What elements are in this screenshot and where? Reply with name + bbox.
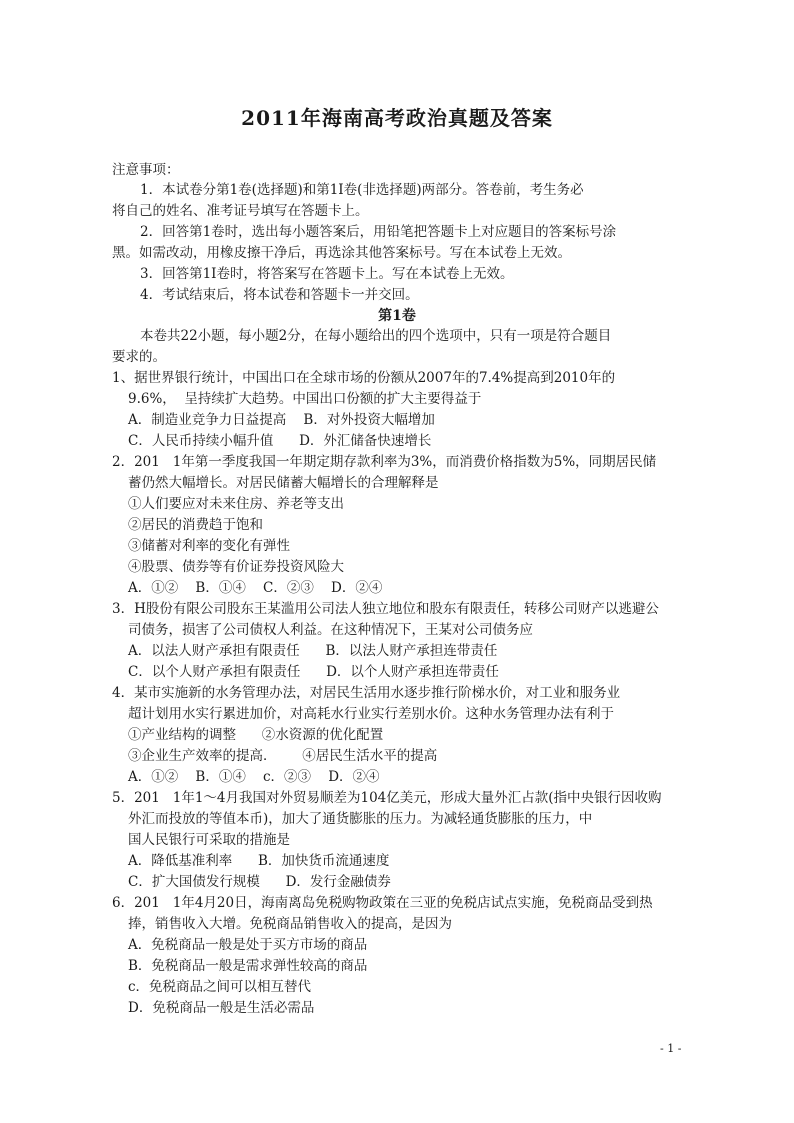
section-intro-line: 要求的。 <box>112 349 166 365</box>
question-5-stem: 国人民银行可采取的措施是 <box>128 832 290 848</box>
note-line: 2．回答第1卷时，选出每小题答案后，用铅笔把答题卡上对应题目的答案标号涂 <box>140 224 617 240</box>
question-2-stem: 2．201 1年第一季度我国一年期定期存款利率为3%，而消费价格指数为5%，同期居民储 <box>112 454 657 470</box>
question-3-stem: 司债务，损害了公司债权人利益。在这种情况下，王某对公司债务应 <box>128 622 533 638</box>
note-line: 4．考试结束后，将本试卷和答题卡一并交回。 <box>140 287 419 303</box>
question-6-option: A．免税商品一般是处于买方市场的商品 <box>128 937 368 953</box>
question-1-option: A．制造业竞争力日益提高 B．对外投资大幅增加 <box>128 412 435 428</box>
question-4-statement: ①产业结构的调整 ②水资源的优化配置 <box>128 727 384 743</box>
question-4-stem: 超计划用水实行累进加价，对高耗水行业实行差别水价。这种水务管理办法有利于 <box>128 706 614 722</box>
question-2-option: A．①② B．①④ C．②③ D．②④ <box>128 580 383 596</box>
question-2-stem: 蓄仍然大幅增长。对居民储蓄大幅增长的合理解释是 <box>128 475 439 491</box>
note-line: 将自己的姓名、准考证号填写在答题卡上。 <box>112 203 369 219</box>
question-2-statement: ④股票、债券等有价证券投资风险大 <box>128 559 344 575</box>
notes-heading: 注意事项： <box>112 162 180 178</box>
question-1-stem: 1、据世界银行统计，中国出口在全球市场的份额从2007年的7.4%提高到2010年的 <box>112 370 616 386</box>
question-4-option: A．①② B．①④ c．②③ D．②④ <box>128 769 380 785</box>
question-6-option: c．免税商品之间可以相互替代 <box>128 979 312 995</box>
section-title: 第1卷 <box>378 308 416 324</box>
question-1-option: C．人民币持续小幅升值 D．外汇储备快速增长 <box>128 433 432 449</box>
question-3-stem: 3．H股份有限公司股东王某滥用公司法人独立地位和股东有限责任，转移公司财产以逃避公 <box>112 601 659 617</box>
note-line: 1．本试卷分第1卷(选择题)和第1I卷(非选择题)两部分。答卷前，考生务必 <box>140 182 584 198</box>
question-2-statement: ②居民的消费趋于饱和 <box>128 517 263 533</box>
document-title: 2011年海南高考政治真题及答案 <box>241 106 553 130</box>
question-5-stem: 外汇而投放的等值本币)，加大了通货膨胀的压力。为减轻通货膨胀的压力，中 <box>128 811 593 827</box>
question-3-option: A．以法人财产承担有限责任 B．以法人财产承担连带责任 <box>128 643 498 659</box>
question-5-stem: 5．201 1年1～4月我国对外贸易顺差为104亿美元，形成大量外汇占款(指中央银行因收购 <box>112 790 662 806</box>
question-5-option: A．降低基准利率 B．加快货币流通速度 <box>128 853 390 869</box>
question-4-statement: ③企业生产效率的提高． ④居民生活水平的提高 <box>128 748 438 764</box>
question-1-stem: 9.6%， 呈持续扩大趋势。中国出口份额的扩大主要得益于 <box>128 391 482 407</box>
question-2-statement: ③储蓄对利率的变化有弹性 <box>128 538 290 554</box>
note-line: 黑。如需改动，用橡皮擦干净后，再选涂其他答案标号。写在本试卷上无效。 <box>112 245 571 261</box>
question-6-stem: 6．201 1年4月20日，海南离岛免税购物政策在三亚的免税店试点实施，免税商品受到热 <box>112 895 653 911</box>
question-6-option: D．免税商品一般是生活必需品 <box>128 1000 315 1016</box>
question-4-stem: 4．某市实施新的水务管理办法，对居民生活用水逐步推行阶梯水价，对工业和服务业 <box>112 685 621 701</box>
section-intro-line: 本卷共22小题，每小题2分，在每小题给出的四个选项中，只有一项是符合题目 <box>140 328 612 344</box>
question-5-option: C．扩大国债发行规模 D．发行金融债券 <box>128 874 391 890</box>
question-3-option: C．以个人财产承担有限责任 D．以个人财产承担连带责任 <box>128 664 499 680</box>
note-line: 3．回答第1I卷时，将答案写在答题卡上。写在本试卷上无效。 <box>140 266 514 282</box>
question-2-statement: ①人们要应对未来住房、养老等支出 <box>128 496 344 512</box>
page-number: - 1 - <box>660 1042 682 1055</box>
question-6-option: B．免税商品一般是需求弹性较高的商品 <box>128 958 368 974</box>
question-6-stem: 捧，销售收入大增。免税商品销售收入的提高，是因为 <box>128 916 452 932</box>
